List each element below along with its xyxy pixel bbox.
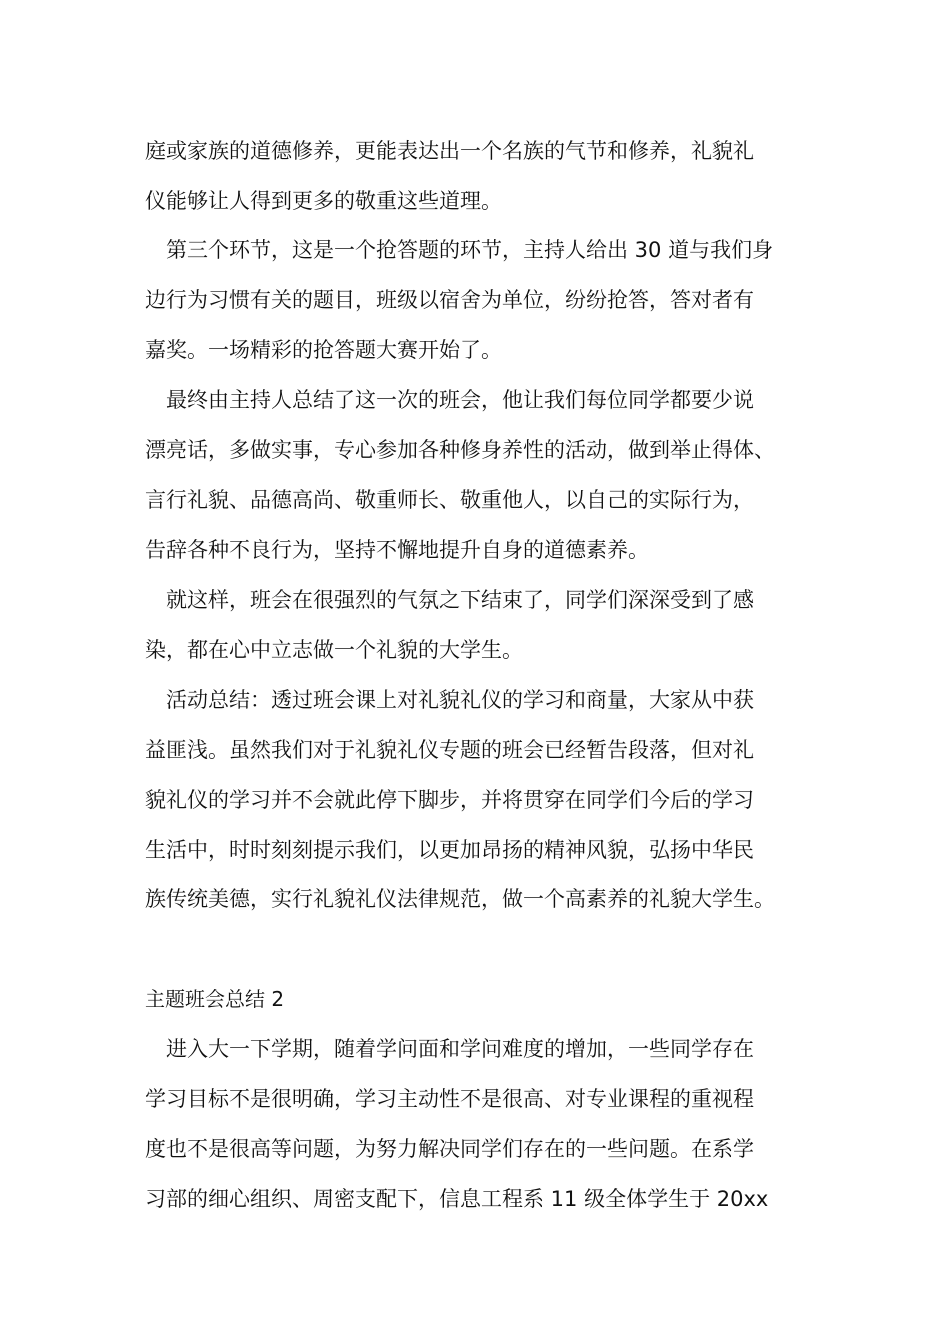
section-heading: 主题班会总结 2: [145, 987, 285, 1011]
paragraph-line: 度也不是很高等问题，为努力解决同学们存在的一些问题。在系学: [145, 1137, 754, 1161]
paragraph-line: 活动总结：透过班会课上对礼貌礼仪的学习和商量，大家从中获: [166, 688, 754, 712]
paragraph-line: 学习目标不是很明确，学习主动性不是很高、对专业课程的重视程: [145, 1087, 754, 1111]
paragraph-line: 言行礼貌、品德高尚、敬重师长、敬重他人，以自己的实际行为，: [145, 488, 754, 512]
paragraph-line: 告辞各种不良行为，坚持不懈地提升自身的道德素养。: [145, 538, 649, 562]
paragraph-line: 貌礼仪的学习并不会就此停下脚步，并将贯穿在同学们今后的学习: [145, 788, 754, 812]
paragraph-line: 就这样，班会在很强烈的气氛之下结束了，同学们深深受到了感: [166, 588, 754, 612]
paragraph-line: 最终由主持人总结了这一次的班会，他让我们每位同学都要少说: [166, 388, 754, 412]
paragraph-line: 进入大一下学期，随着学问面和学问难度的增加，一些同学存在: [166, 1037, 754, 1061]
paragraph-line: 漂亮话，多做实事，专心参加各种修身养性的活动，做到举止得体、: [145, 438, 775, 462]
paragraph-line: 生活中，时时刻刻提示我们，以更加昂扬的精神风貌，弘扬中华民: [145, 838, 754, 862]
paragraph-line: 益匪浅。虽然我们对于礼貌礼仪专题的班会已经暂告段落，但对礼: [145, 738, 754, 762]
paragraph-line: 嘉奖。一场精彩的抢答题大赛开始了。: [145, 338, 502, 362]
paragraph-line: 仪能够让人得到更多的敬重这些道理。: [145, 189, 502, 213]
paragraph-line: 染，都在心中立志做一个礼貌的大学生。: [145, 638, 523, 662]
paragraph-line: 庭或家族的道德修养，更能表达出一个名族的气节和修养，礼貌礼: [145, 139, 754, 163]
paragraph-line: 第三个环节，这是一个抢答题的环节，主持人给出 30 道与我们身: [166, 238, 774, 262]
paragraph-line: 族传统美德，实行礼貌礼仪法律规范，做一个高素养的礼貌大学生。: [145, 887, 775, 911]
paragraph-line: 边行为习惯有关的题目，班级以宿舍为单位，纷纷抢答，答对者有: [145, 288, 754, 312]
paragraph-line: 习部的细心组织、周密支配下，信息工程系 11 级全体学生于 20xx: [145, 1187, 769, 1211]
